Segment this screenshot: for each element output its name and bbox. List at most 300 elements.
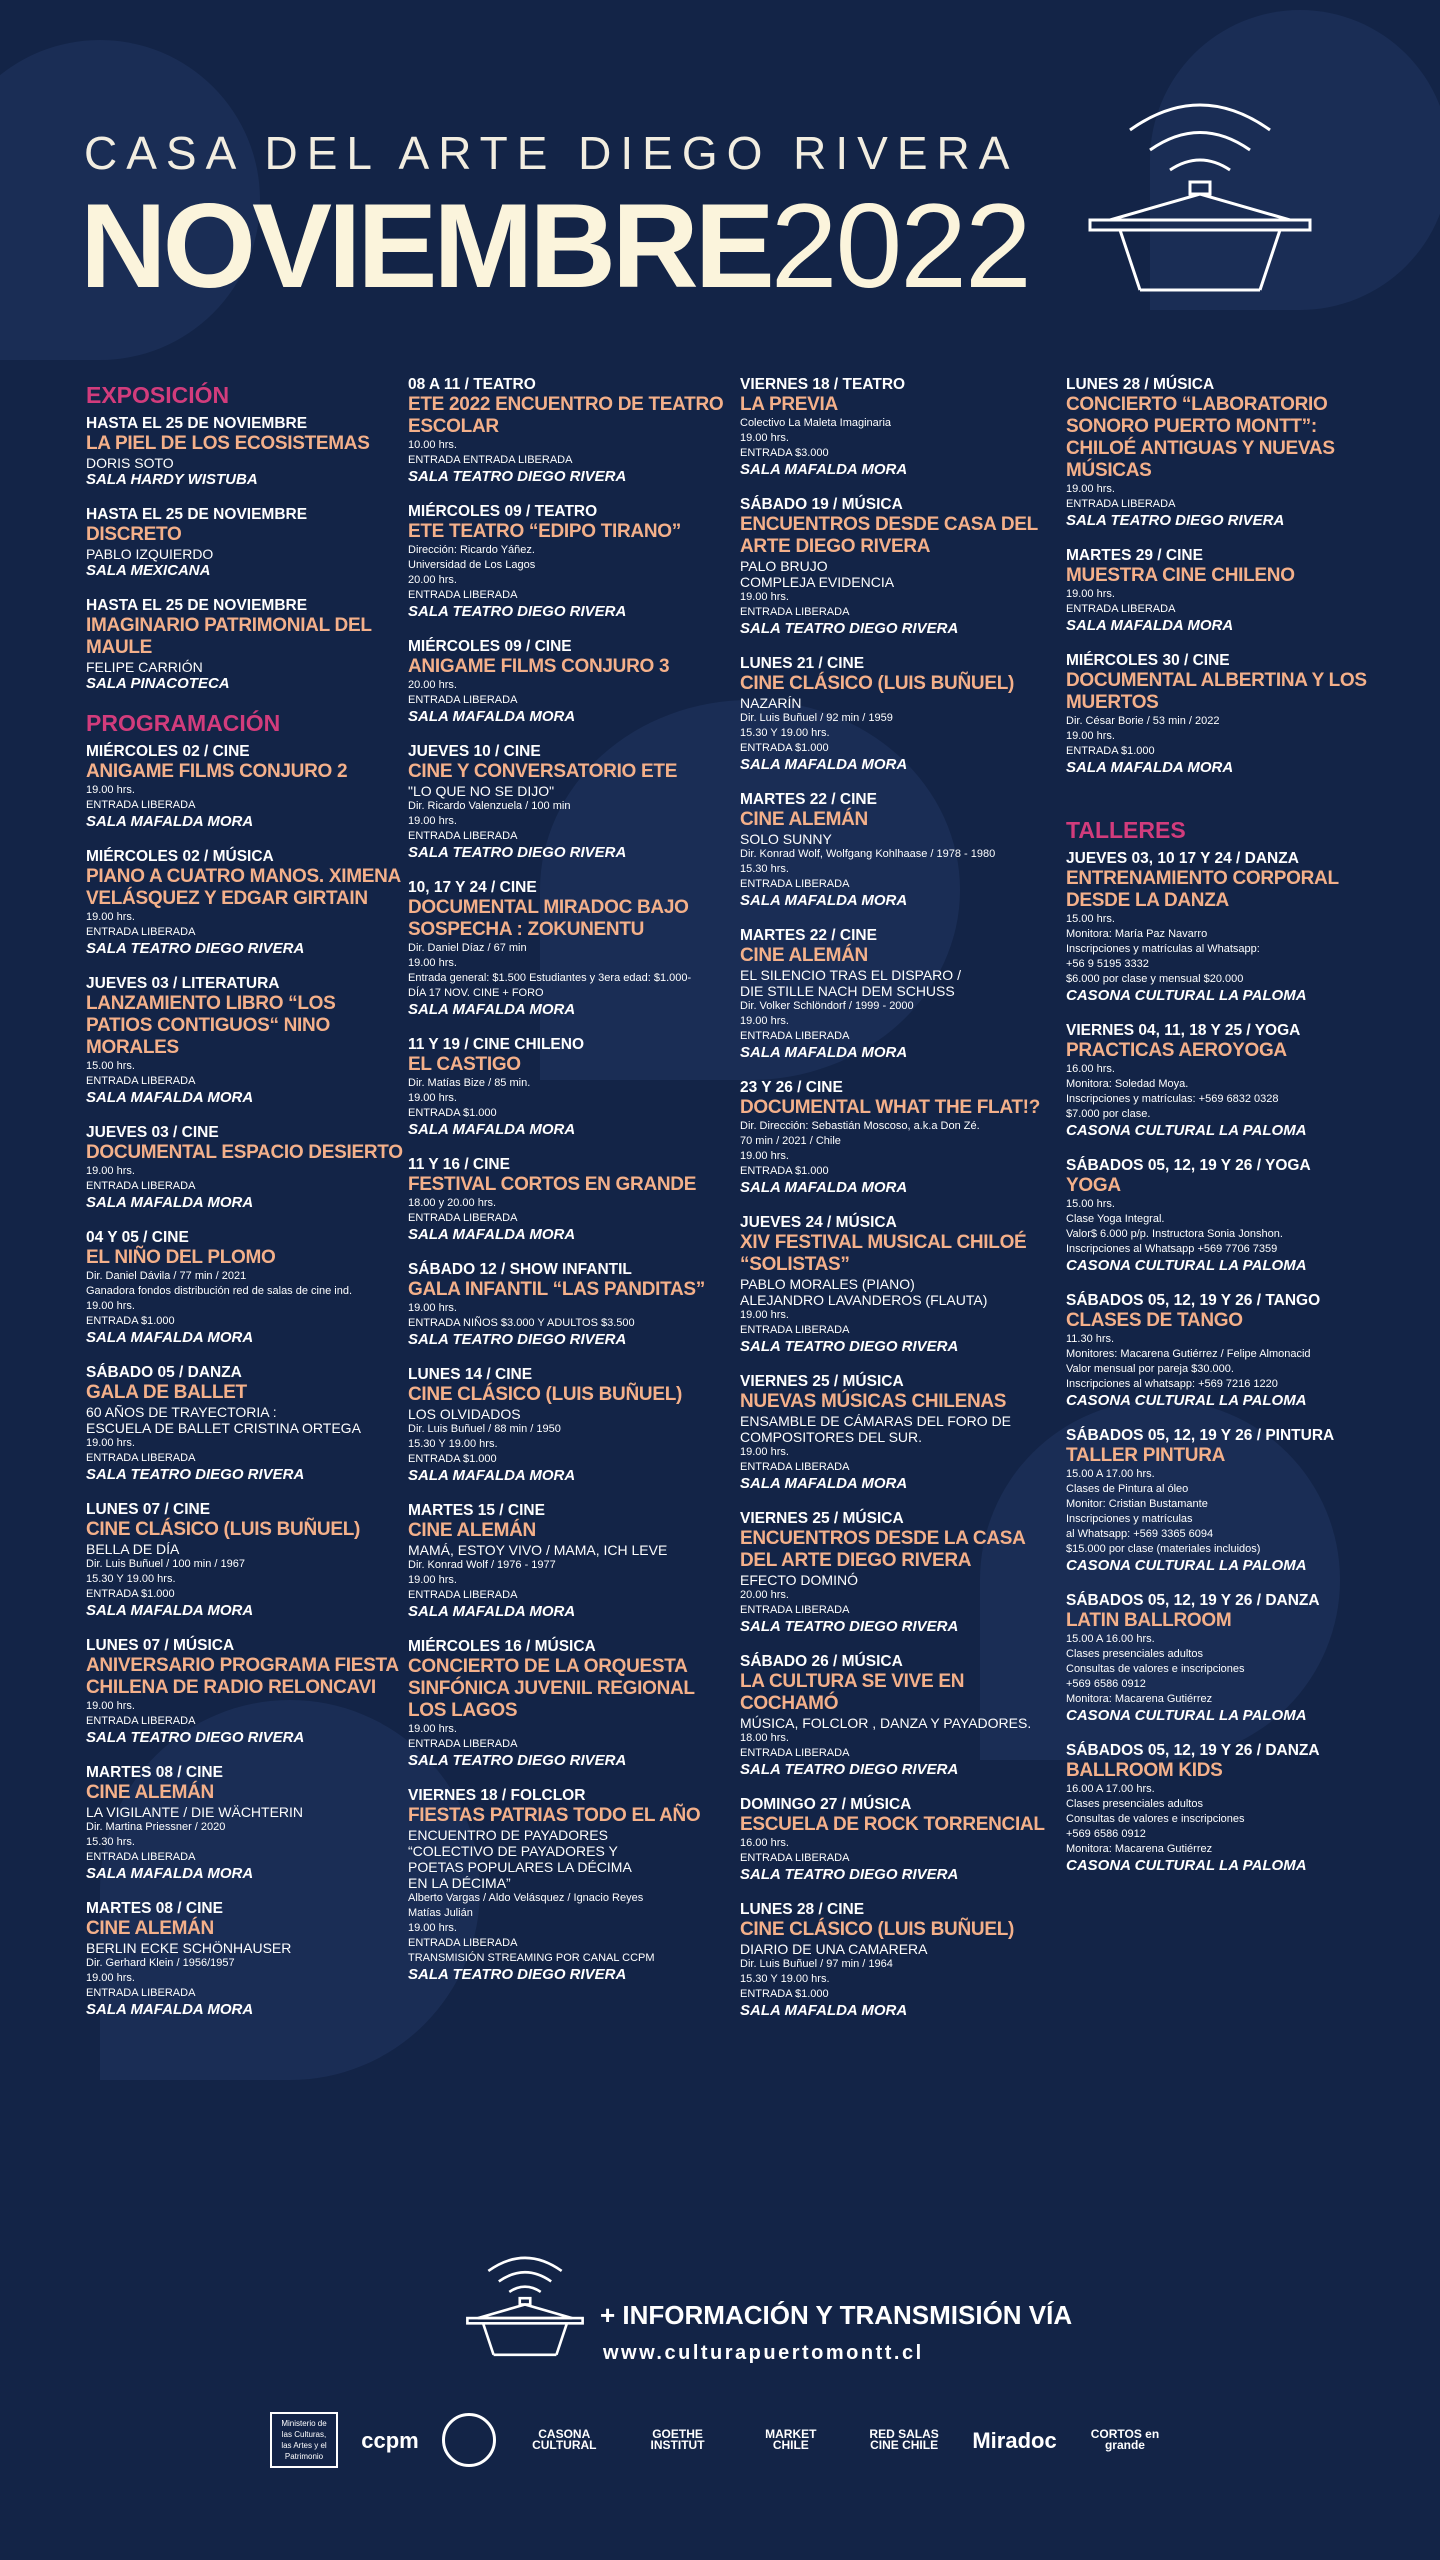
- event-detail: Monitores: Macarena Gutiérrez / Felipe Almonacid: [1066, 1348, 1311, 1360]
- event-detail: 19.00 hrs.: [86, 784, 135, 796]
- event-item: [408, 1036, 726, 1139]
- event-item: [1066, 1292, 1384, 1410]
- event-detail: 19.00 hrs.: [86, 1437, 135, 1449]
- event-title: CINE ALEMÁN: [408, 1520, 536, 1541]
- event-date: JUEVES 03 / CINE: [86, 1124, 219, 1141]
- event-item: [408, 638, 726, 726]
- event-date: MIÉRCOLES 09 / TEATRO: [408, 503, 598, 520]
- event-subtitle: BELLA DE DÍA: [86, 1541, 180, 1557]
- event-venue: SALA MAFALDA MORA: [408, 1226, 576, 1243]
- event-title: LA PREVIA: [740, 394, 838, 415]
- program-column-3: [740, 376, 1058, 2037]
- event-item: [1066, 1742, 1384, 1875]
- event-item: [740, 1901, 1058, 2020]
- event-date: LUNES 21 / CINE: [740, 655, 865, 672]
- title-year: 2022: [770, 179, 1030, 313]
- event-item: [86, 1229, 404, 1347]
- event-item: [86, 743, 404, 831]
- page-subtitle: CASA DEL ARTE DIEGO RIVERA: [84, 127, 1019, 179]
- event-detail: ENTRADA LIBERADA: [86, 1851, 196, 1863]
- event-venue: SALA MAFALDA MORA: [1066, 617, 1234, 634]
- event-detail: $7.000 por clase.: [1066, 1108, 1151, 1120]
- event-item: [1066, 1592, 1384, 1725]
- event-detail: ENTRADA LIBERADA: [86, 926, 196, 938]
- event-title: CINE CLÁSICO (LUIS BUÑUEL): [740, 673, 1015, 694]
- event-subtitle: LOS OLVIDADOS: [408, 1406, 521, 1422]
- event-venue: SALA HARDY WISTUBA: [86, 471, 258, 488]
- event-venue: SALA TEATRO DIEGO RIVERA: [86, 1466, 305, 1483]
- event-detail: 19.00 hrs.: [408, 1092, 457, 1104]
- event-date: DOMINGO 27 / MÚSICA: [740, 1796, 912, 1813]
- event-item: [86, 597, 404, 693]
- event-detail: Inscripciones y matrículas al Whatsapp:: [1066, 943, 1260, 955]
- event-item: [740, 791, 1058, 910]
- event-detail: DÍA 17 NOV. CINE + FORO: [408, 987, 544, 999]
- event-detail: 16.00 hrs.: [1066, 1063, 1115, 1075]
- event-venue: SALA MAFALDA MORA: [86, 1194, 254, 1211]
- event-venue: SALA TEATRO DIEGO RIVERA: [408, 1966, 627, 1983]
- event-date: JUEVES 10 / CINE: [408, 743, 541, 760]
- event-subtitle: FELIPE CARRIÓN: [86, 659, 203, 675]
- event-subtitle: POETAS POPULARES LA DÉCIMA: [408, 1859, 632, 1875]
- event-detail: Clases presenciales adultos: [1066, 1798, 1203, 1810]
- event-detail: 15.30 Y 19.00 hrs.: [408, 1438, 498, 1450]
- event-date: LUNES 14 / CINE: [408, 1366, 533, 1383]
- event-venue: SALA TEATRO DIEGO RIVERA: [408, 844, 627, 861]
- event-item: [1066, 1022, 1384, 1140]
- event-item: [408, 1261, 726, 1349]
- event-title: CINE Y CONVERSATORIO ETE: [408, 761, 678, 782]
- event-detail: Monitor: Cristian Bustamante: [1066, 1498, 1208, 1510]
- event-detail: ENTRADA LIBERADA: [740, 606, 850, 618]
- event-detail: 20.00 hrs.: [408, 679, 457, 691]
- program-column-1: [86, 376, 404, 2036]
- event-detail: 19.00 hrs.: [86, 1300, 135, 1312]
- event-title: MUESTRA CINE CHILENO: [1066, 565, 1295, 586]
- event-detail: ENTRADA LIBERADA: [740, 1461, 850, 1473]
- miradoc-logo: Miradoc: [972, 2427, 1057, 2453]
- event-detail: 19.00 hrs.: [740, 1446, 789, 1458]
- event-detail: 19.00 hrs.: [408, 1723, 457, 1735]
- event-subtitle: DIE STILLE NACH DEM SCHUSS: [740, 983, 955, 999]
- event-detail: 11.30 hrs.: [1066, 1333, 1115, 1345]
- event-venue: SALA MAFALDA MORA: [408, 1121, 576, 1138]
- section-heading: EXPOSICIÓN: [86, 382, 230, 408]
- event-subtitle: PALO BRUJO: [740, 558, 828, 574]
- event-date: LUNES 07 / MÚSICA: [86, 1637, 235, 1654]
- event-detail: Dir. Luis Buñuel / 97 min / 1964: [740, 1958, 893, 1970]
- event-detail: 10.00 hrs.: [408, 439, 457, 451]
- event-title: CONCIERTO DE LA ORQUESTA SINFÓNICA JUVENIL REGIONAL LOS LAGOS: [408, 1656, 695, 1721]
- event-detail: Dir. Luis Buñuel / 92 min / 1959: [740, 712, 893, 724]
- event-detail: Inscripciones al Whatsapp +569 7706 7359: [1066, 1243, 1278, 1255]
- event-detail: Dir. Daniel Díaz / 67 min: [408, 942, 527, 954]
- event-detail: ENTRADA $1.000: [408, 1107, 497, 1119]
- event-title: FESTIVAL CORTOS EN GRANDE: [408, 1174, 697, 1195]
- event-date: SÁBADOS 05, 12, 19 Y 26 / DANZA: [1066, 1742, 1320, 1759]
- event-item: [740, 1653, 1058, 1779]
- event-venue: SALA PINACOTECA: [86, 675, 230, 692]
- event-title: LA PIEL DE LOS ECOSISTEMAS: [86, 433, 370, 454]
- event-date: SÁBADOS 05, 12, 19 Y 26 / DANZA: [1066, 1592, 1320, 1609]
- event-detail: ENTRADA LIBERADA: [408, 694, 518, 706]
- event-venue: CASONA CULTURAL LA PALOMA: [1066, 1122, 1307, 1139]
- event-detail: 19.00 hrs.: [86, 1165, 135, 1177]
- event-subtitle: 60 AÑOS DE TRAYECTORIA :: [86, 1404, 277, 1420]
- event-date: MIÉRCOLES 02 / CINE: [86, 743, 250, 760]
- event-venue: SALA TEATRO DIEGO RIVERA: [408, 603, 627, 620]
- event-venue: SALA TEATRO DIEGO RIVERA: [740, 1338, 959, 1355]
- event-detail: 19.00 hrs.: [740, 1015, 789, 1027]
- event-detail: 18.00 hrs.: [740, 1732, 789, 1744]
- event-date: 23 Y 26 / CINE: [740, 1079, 843, 1096]
- event-date: MIÉRCOLES 16 / MÚSICA: [408, 1638, 596, 1655]
- event-detail: ENTRADA LIBERADA: [86, 1075, 196, 1087]
- event-item: [86, 975, 404, 1107]
- event-date: MIÉRCOLES 09 / CINE: [408, 638, 572, 655]
- event-detail: Dir. Gerhard Klein / 1956/1957: [86, 1957, 235, 1969]
- event-date: MIÉRCOLES 02 / MÚSICA: [86, 848, 274, 865]
- event-detail: Valor mensual por pareja $30.000.: [1066, 1363, 1234, 1375]
- event-title: PRACTICAS AEROYOGA: [1066, 1040, 1287, 1061]
- event-detail: Inscripciones y matrículas: [1066, 1513, 1193, 1525]
- event-date: SÁBADOS 05, 12, 19 Y 26 / TANGO: [1066, 1292, 1321, 1309]
- event-title: IMAGINARIO PATRIMONIAL DEL MAULE: [86, 615, 372, 658]
- event-title: EL CASTIGO: [408, 1054, 521, 1075]
- event-item: [408, 376, 726, 486]
- event-venue: SALA MAFALDA MORA: [740, 1179, 908, 1196]
- event-detail: 20.00 hrs.: [740, 1589, 789, 1601]
- event-subtitle: SOLO SUNNY: [740, 831, 832, 847]
- event-subtitle: "LO QUE NO SE DIJO": [408, 783, 555, 799]
- event-item: [86, 506, 404, 580]
- event-detail: Clases presenciales adultos: [1066, 1648, 1203, 1660]
- event-detail: 19.00 hrs.: [408, 815, 457, 827]
- event-item: [408, 1156, 726, 1244]
- event-subtitle: ENSAMBLE DE CÁMARAS DEL FORO DE: [740, 1413, 1011, 1429]
- event-detail: ENTRADA $1.000: [1066, 745, 1155, 757]
- event-item: [86, 1124, 404, 1212]
- event-detail: ENTRADA LIBERADA: [86, 1452, 196, 1464]
- event-title: CINE ALEMÁN: [740, 809, 868, 830]
- event-detail: +569 6586 0912: [1066, 1678, 1146, 1690]
- event-date: HASTA EL 25 DE NOVIEMBRE: [86, 597, 308, 614]
- event-detail: ENTRADA LIBERADA: [1066, 603, 1176, 615]
- event-title: LATIN BALLROOM: [1066, 1610, 1232, 1631]
- event-venue: CASONA CULTURAL LA PALOMA: [1066, 1392, 1307, 1409]
- event-detail: TRANSMISIÓN STREAMING POR CANAL CCPM: [408, 1952, 655, 1964]
- event-subtitle: NAZARÍN: [740, 695, 802, 711]
- event-title: XIV FESTIVAL MUSICAL CHILOÉ “SOLISTAS”: [740, 1232, 1027, 1275]
- event-item: [740, 1796, 1058, 1884]
- event-detail: 15.30 Y 19.00 hrs.: [86, 1573, 176, 1585]
- red-salas-logo: RED SALAS CINE CHILE: [869, 2427, 939, 2452]
- event-detail: ENTRADA LIBERADA: [740, 1747, 850, 1759]
- event-date: MARTES 22 / CINE: [740, 927, 877, 944]
- event-detail: Universidad de Los Lagos: [408, 559, 536, 571]
- event-item: [86, 1364, 404, 1484]
- event-title: FIESTAS PATRIAS TODO EL AÑO: [408, 1805, 701, 1826]
- event-detail: 15.00 A 16.00 hrs.: [1066, 1633, 1155, 1645]
- event-date: 11 Y 16 / CINE: [408, 1156, 510, 1173]
- event-title: ANIGAME FILMS CONJURO 3: [408, 656, 670, 677]
- event-detail: ENTRADA $1.000: [86, 1315, 175, 1327]
- goethe-logo: GOETHE INSTITUT: [650, 2427, 705, 2452]
- section-heading: PROGRAMACIÓN: [86, 710, 281, 736]
- event-subtitle: MAMÁ, ESTOY VIVO / MAMA, ICH LEVE: [408, 1542, 668, 1558]
- event-title: ENCUENTROS DESDE LA CASA DEL ARTE DIEGO RIVERA: [740, 1528, 1025, 1571]
- event-date: VIERNES 18 / TEATRO: [740, 376, 906, 393]
- event-subtitle: ENCUENTRO DE PAYADORES: [408, 1827, 608, 1843]
- event-detail: 19.00 hrs.: [86, 911, 135, 923]
- event-detail: 15.30 Y 19.00 hrs.: [740, 1973, 830, 1985]
- event-detail: Inscripciones y matrículas: +569 6832 0328: [1066, 1093, 1279, 1105]
- title-month: NOVIEMBRE: [80, 179, 771, 313]
- event-item: [740, 655, 1058, 774]
- event-date: LUNES 07 / CINE: [86, 1501, 211, 1518]
- event-item: [408, 1638, 726, 1770]
- event-title: GALA INFANTIL “LAS PANDITAS”: [408, 1279, 706, 1300]
- event-title: LANZAMIENTO LIBRO “LOS PATIOS CONTIGUOS“ NINO MORALES: [86, 993, 336, 1058]
- event-detail: 19.00 hrs.: [1066, 588, 1115, 600]
- event-item: [408, 503, 726, 621]
- event-date: SÁBADOS 05, 12, 19 Y 26 / PINTURA: [1066, 1427, 1335, 1444]
- event-item: [86, 1764, 404, 1883]
- event-title: PIANO A CUATRO MANOS. XIMENA VELÁSQUEZ Y EDGAR GIRTAIN: [86, 866, 401, 909]
- event-detail: ENTRADA $1.000: [408, 1453, 497, 1465]
- event-detail: Monitora: Soledad Moya.: [1066, 1078, 1189, 1090]
- event-detail: ENTRADA LIBERADA: [740, 1604, 850, 1616]
- event-venue: SALA TEATRO DIEGO RIVERA: [740, 1761, 959, 1778]
- event-subtitle: COMPLEJA EVIDENCIA: [740, 574, 895, 590]
- event-subtitle: MÚSICA, FOLCLOR , DANZA Y PAYADORES.: [740, 1715, 1032, 1731]
- event-title: CINE ALEMÁN: [740, 945, 868, 966]
- event-detail: Consultas de valores e inscripciones: [1066, 1663, 1245, 1675]
- event-venue: SALA TEATRO DIEGO RIVERA: [740, 1866, 959, 1883]
- event-item: [1066, 1157, 1384, 1275]
- event-title: ANIGAME FILMS CONJURO 2: [86, 761, 348, 782]
- event-date: MIÉRCOLES 30 / CINE: [1066, 652, 1230, 669]
- event-venue: SALA MAFALDA MORA: [86, 1865, 254, 1882]
- section-heading: TALLERES: [1066, 817, 1186, 843]
- event-detail: Entrada general: $1.500 Estudiantes y 3era edad: $1.000-: [408, 972, 692, 984]
- event-detail: ENTRADA $1.000: [86, 1588, 175, 1600]
- event-detail: ENTRADA LIBERADA: [86, 799, 196, 811]
- event-detail: 19.00 hrs.: [1066, 730, 1115, 742]
- event-subtitle: DIARIO DE UNA CAMARERA: [740, 1941, 928, 1957]
- event-item: [86, 1501, 404, 1620]
- event-subtitle: EN LA DÉCIMA”: [408, 1875, 511, 1891]
- event-title: CINE CLÁSICO (LUIS BUÑUEL): [86, 1519, 361, 1540]
- event-title: ENCUENTROS DESDE CASA DEL ARTE DIEGO RIVERA: [740, 514, 1038, 557]
- event-detail: 19.00 hrs.: [408, 957, 457, 969]
- event-venue: SALA MAFALDA MORA: [86, 1602, 254, 1619]
- event-detail: Clase Yoga Integral.: [1066, 1213, 1165, 1225]
- event-item: [740, 927, 1058, 1062]
- event-title: NUEVAS MÚSICAS CHILENAS: [740, 1391, 1007, 1412]
- event-date: SÁBADO 19 / MÚSICA: [740, 496, 903, 513]
- event-detail: 15.00 hrs.: [1066, 1198, 1115, 1210]
- event-item: [1066, 850, 1384, 1005]
- event-detail: Dir. César Borie / 53 min / 2022: [1066, 715, 1220, 727]
- event-title: CLASES DE TANGO: [1066, 1310, 1243, 1331]
- event-item: [740, 1214, 1058, 1356]
- event-venue: SALA MAFALDA MORA: [86, 2001, 254, 2018]
- event-title: DOCUMENTAL ESPACIO DESIERTO: [86, 1142, 403, 1163]
- event-date: JUEVES 03 / LITERATURA: [86, 975, 280, 992]
- event-item: [740, 1510, 1058, 1636]
- event-date: 11 Y 19 / CINE CHILENO: [408, 1036, 585, 1053]
- event-date: MARTES 29 / CINE: [1066, 547, 1203, 564]
- event-detail: ENTRADA $3.000: [740, 447, 829, 459]
- event-venue: SALA MAFALDA MORA: [740, 756, 908, 773]
- event-detail: 15.30 hrs.: [86, 1836, 135, 1848]
- casona-logo: CASONA CULTURAL: [532, 2427, 597, 2452]
- event-date: VIERNES 25 / MÚSICA: [740, 1373, 904, 1390]
- event-detail: ENTRADA LIBERADA: [86, 1987, 196, 1999]
- event-detail: ENTRADA LIBERADA: [408, 830, 518, 842]
- event-venue: SALA MAFALDA MORA: [408, 1001, 576, 1018]
- event-subtitle: BERLIN ECKE SCHÖNHAUSER: [86, 1940, 292, 1956]
- event-venue: CASONA CULTURAL LA PALOMA: [1066, 1857, 1307, 1874]
- event-title: BALLROOM KIDS: [1066, 1760, 1223, 1781]
- event-detail: ENTRADA LIBERADA: [408, 1738, 518, 1750]
- event-venue: SALA MAFALDA MORA: [408, 708, 576, 725]
- event-detail: 15.30 hrs.: [740, 863, 789, 875]
- event-subtitle: ESCUELA DE BALLET CRISTINA ORTEGA: [86, 1420, 361, 1436]
- event-item: [1066, 652, 1384, 777]
- event-title: DOCUMENTAL MIRADOC BAJO SOSPECHA : ZOKUNENTU: [408, 897, 689, 940]
- event-detail: 16.00 A 17.00 hrs.: [1066, 1783, 1155, 1795]
- event-title: CONCIERTO “LABORATORIO SONORO PUERTO MONTT”: CHILOÉ ANTIGUAS Y NUEVAS MÚSICAS: [1066, 394, 1335, 481]
- event-venue: SALA MAFALDA MORA: [740, 2002, 908, 2019]
- event-title: EL NIÑO DEL PLOMO: [86, 1247, 276, 1268]
- event-detail: 15.30 Y 19.00 hrs.: [740, 727, 830, 739]
- market-chile-logo: MARKET CHILE: [765, 2427, 817, 2452]
- event-venue: SALA MAFALDA MORA: [740, 892, 908, 909]
- event-date: 10, 17 Y 24 / CINE: [408, 879, 537, 896]
- program-column-2: [408, 376, 726, 2001]
- event-detail: ENTRADA ENTRADA LIBERADA: [408, 454, 573, 466]
- event-date: MARTES 08 / CINE: [86, 1764, 223, 1781]
- event-item: [86, 848, 404, 958]
- event-detail: Dir. Martina Priessner / 2020: [86, 1821, 226, 1833]
- event-detail: ENTRADA LIBERADA: [408, 1212, 518, 1224]
- event-date: JUEVES 03, 10 17 Y 24 / DANZA: [1066, 850, 1299, 867]
- event-date: MARTES 15 / CINE: [408, 1502, 545, 1519]
- event-date: VIERNES 25 / MÚSICA: [740, 1510, 904, 1527]
- event-detail: ENTRADA NIÑOS $3.000 Y ADULTOS $3.500: [408, 1317, 635, 1329]
- event-item: [86, 1637, 404, 1747]
- event-date: HASTA EL 25 DE NOVIEMBRE: [86, 506, 308, 523]
- event-date: MARTES 08 / CINE: [86, 1900, 223, 1917]
- event-detail: ENTRADA LIBERADA: [86, 1715, 196, 1727]
- event-venue: SALA TEATRO DIEGO RIVERA: [740, 1618, 959, 1635]
- event-detail: Monitora: Macarena Gutiérrez: [1066, 1843, 1213, 1855]
- event-detail: 19.00 hrs.: [740, 1150, 789, 1162]
- event-detail: Monitora: María Paz Navarro: [1066, 928, 1208, 940]
- event-detail: Dirección: Ricardo Yáñez.: [408, 544, 535, 556]
- event-subtitle: LA VIGILANTE / DIE WÄCHTERIN: [86, 1804, 304, 1820]
- event-title: CINE CLÁSICO (LUIS BUÑUEL): [740, 1919, 1015, 1940]
- event-title: DOCUMENTAL WHAT THE FLAT!?: [740, 1097, 1041, 1118]
- event-item: [1066, 1427, 1384, 1575]
- event-detail: 19.00 hrs.: [740, 1309, 789, 1321]
- event-item: [86, 1900, 404, 2019]
- event-item: [1066, 547, 1384, 635]
- event-detail: 15.00 A 17.00 hrs.: [1066, 1468, 1155, 1480]
- event-venue: SALA TEATRO DIEGO RIVERA: [86, 940, 305, 957]
- event-date: MARTES 22 / CINE: [740, 791, 877, 808]
- event-detail: Alberto Vargas / Aldo Velásquez / Ignacio Reyes: [408, 1892, 644, 1904]
- event-title: ETE TEATRO “EDIPO TIRANO”: [408, 521, 681, 542]
- event-title: ENTRENAMIENTO CORPORAL DESDE LA DANZA: [1066, 868, 1339, 911]
- event-item: [408, 1787, 726, 1984]
- event-detail: ENTRADA LIBERADA: [740, 1030, 850, 1042]
- event-title: CINE ALEMÁN: [86, 1918, 214, 1939]
- event-title: CINE ALEMÁN: [86, 1782, 214, 1803]
- event-date: 04 Y 05 / CINE: [86, 1229, 189, 1246]
- event-detail: ENTRADA LIBERADA: [740, 878, 850, 890]
- event-detail: 19.00 hrs.: [86, 1700, 135, 1712]
- event-item: [1066, 376, 1384, 530]
- cortos-logo: CORTOS en grande: [1090, 2427, 1160, 2452]
- event-venue: SALA MAFALDA MORA: [86, 1089, 254, 1106]
- seal-logo: [442, 2413, 496, 2467]
- event-venue: SALA MAFALDA MORA: [1066, 759, 1234, 776]
- ministerio-logo: Ministerio de las Culturas, las Artes y el Patrimonio: [270, 2412, 338, 2468]
- event-detail: ENTRADA LIBERADA: [740, 1852, 850, 1864]
- event-title: ESCUELA DE ROCK TORRENCIAL: [740, 1814, 1045, 1835]
- event-date: VIERNES 18 / FOLCLOR: [408, 1787, 586, 1804]
- event-detail: ENTRADA LIBERADA: [740, 1324, 850, 1336]
- casa-arte-footer-logo-icon: [460, 2250, 590, 2360]
- event-subtitle: PABLO IZQUIERDO: [86, 546, 214, 562]
- event-detail: Dir. Konrad Wolf, Wolfgang Kohlhaase / 1978 - 1980: [740, 848, 996, 860]
- event-venue: SALA TEATRO DIEGO RIVERA: [408, 1331, 627, 1348]
- event-detail: al Whatsapp: +569 3365 6094: [1066, 1528, 1214, 1540]
- event-detail: Dir. Luis Buñuel / 88 min / 1950: [408, 1423, 561, 1435]
- event-subtitle: EL SILENCIO TRAS EL DISPARO /: [740, 967, 961, 983]
- event-venue: SALA MAFALDA MORA: [740, 1475, 908, 1492]
- footer-website-link[interactable]: www.culturapuertomontt.cl: [603, 2342, 924, 2364]
- event-detail: ENTRADA LIBERADA: [408, 1937, 518, 1949]
- event-subtitle: DORIS SOTO: [86, 455, 174, 471]
- event-detail: Inscripciones al whatsapp: +569 7216 1220: [1066, 1378, 1278, 1390]
- event-title: DOCUMENTAL ALBERTINA Y LOS MUERTOS: [1066, 670, 1367, 713]
- event-detail: Dir. Konrad Wolf / 1976 - 1977: [408, 1559, 556, 1571]
- event-detail: 16.00 hrs.: [740, 1837, 789, 1849]
- event-date: 08 A 11 / TEATRO: [408, 376, 536, 393]
- event-venue: SALA MAFALDA MORA: [408, 1603, 576, 1620]
- event-venue: SALA TEATRO DIEGO RIVERA: [408, 1752, 627, 1769]
- event-venue: CASONA CULTURAL LA PALOMA: [1066, 1707, 1307, 1724]
- event-detail: 19.00 hrs.: [408, 1302, 457, 1314]
- event-date: SÁBADO 05 / DANZA: [86, 1364, 242, 1381]
- event-detail: Dir. Volker Schlöndorf / 1999 - 2000: [740, 1000, 914, 1012]
- event-item: [740, 376, 1058, 479]
- event-subtitle: EFECTO DOMINÓ: [740, 1572, 858, 1588]
- event-subtitle: ALEJANDRO LAVANDEROS (FLAUTA): [740, 1292, 988, 1308]
- event-venue: SALA MAFALDA MORA: [86, 813, 254, 830]
- event-detail: ENTRADA LIBERADA: [408, 589, 518, 601]
- event-venue: SALA MAFALDA MORA: [740, 1044, 908, 1061]
- event-date: SÁBADOS 05, 12, 19 Y 26 / YOGA: [1066, 1157, 1311, 1174]
- event-date: VIERNES 04, 11, 18 Y 25 / YOGA: [1066, 1022, 1301, 1039]
- event-detail: 20.00 hrs.: [408, 574, 457, 586]
- event-title: LA CULTURA SE VIVE EN COCHAMÓ: [740, 1671, 965, 1714]
- event-detail: Valor$ 6.000 p/p. Instructora Sonia Jonshon.: [1066, 1228, 1283, 1240]
